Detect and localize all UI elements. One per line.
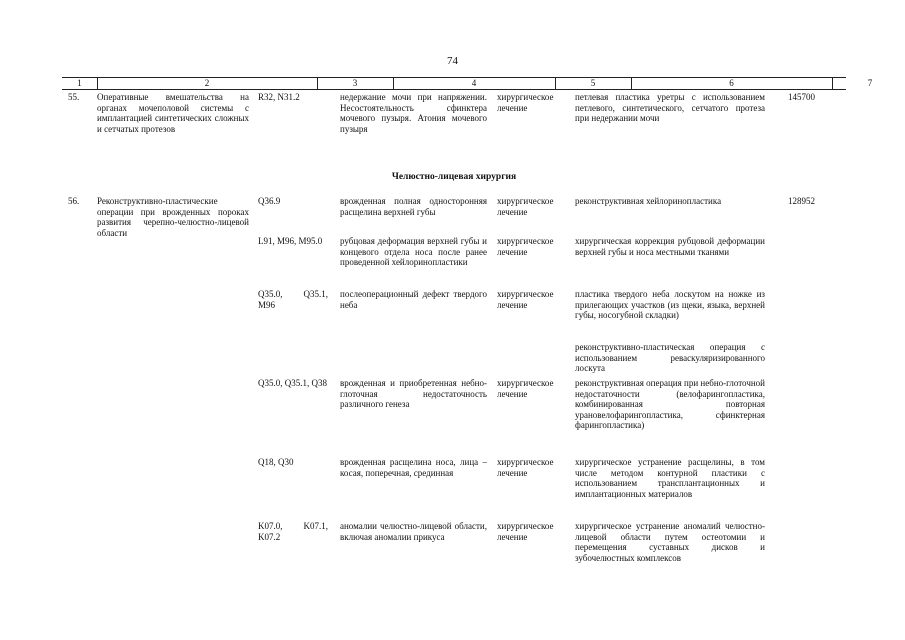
section-title: Челюстно-лицевая хирургия [391, 172, 517, 182]
page-number: 74 [447, 55, 458, 67]
row55-name: Оперативные вмешательства на органах мочеполовой системы с имплантацией синтетических сложных и сетчатых протезов [97, 92, 249, 134]
row56-s1-code: Q36.9 [258, 196, 281, 206]
row56-s6-method: хирургическое устранение аномалий челюстно-лицевой области путем остеотомии и перемещения суставных дисков и зубочелюстных комплексов [575, 521, 765, 563]
row56-s5-method: хирургическое устранение расщелины, в том числе методом контурной пластики с использованием трансплантационных и имплантационных материалов [575, 457, 765, 499]
col-header-4: 4 [471, 78, 477, 88]
row56-number: 56. [68, 196, 80, 206]
col-header-2: 2 [204, 78, 210, 88]
row56-s1-treatment: хирургическое лечение [497, 196, 554, 217]
col-header-5: 5 [590, 78, 596, 88]
row56-s4-method: реконструктивная операция при небно-глоточной недостаточности (велофарингопластика, комбинированная повторная урановелофарингопластика, сфинктерная фарингопластика) [575, 378, 765, 430]
column-header-row [62, 77, 873, 90]
row56-s2-treatment: хирургическое лечение [497, 236, 554, 257]
row56-s2-code: L91, M96, M95.0 [258, 236, 323, 246]
row56-s4-model: врожденная и приобретенная небно-глоточная недостаточность различного генеза [340, 378, 487, 409]
row55-number: 55. [68, 92, 80, 102]
row56-s3-method: пластика твердого неба лоскутом на ножке из прилегающих участков (из щеки, языка, верхней губы, носогубной складки) [575, 289, 765, 320]
row55-code: R32, N31.2 [258, 92, 300, 102]
row55-cost: 145700 [788, 92, 815, 102]
row56-s6-treatment: хирургическое лечение [497, 521, 554, 542]
row56-s5-model: врожденная расщелина носа, лица – косая, поперечная, срединная [340, 457, 487, 478]
row56-s4-code: Q35.0, Q35.1, Q38 [258, 378, 327, 388]
row56-cost: 128952 [788, 196, 815, 206]
row55-method: петлевая пластика уретры с использованием петлевого, синтетического, сетчатого протеза при недержании мочи [575, 92, 765, 123]
row56-name: Реконструктивно-пластические операции при врожденных пороках развития черепно-челюстно-лицевой области [97, 196, 249, 238]
row56-s3-method-2: реконструктивно-пластическая операция с использованием реваскуляризированного лоскута [575, 342, 765, 373]
row56-s6-code: K07.0, K07.1, K07.2 [258, 521, 328, 542]
row56-s5-treatment: хирургическое лечение [497, 457, 554, 478]
row56-s3-model: послеоперационный дефект твердого неба [340, 289, 487, 310]
col-header-6: 6 [729, 78, 734, 88]
row56-s2-method: хирургическая коррекция рубцовой деформации верхней губы и носа местными тканями [575, 236, 765, 257]
col-header-1: 1 [77, 78, 82, 88]
row56-s5-code: Q18, Q30 [258, 457, 294, 467]
col-header-7: 7 [867, 78, 873, 88]
row55-model: недержание мочи при напряжении. Несостоятельность сфинктера мочевого пузыря. Атония мочевого пузыря [340, 92, 487, 134]
row56-s1-method: реконструктивная хейлоринопластика [575, 196, 722, 206]
row55-treatment: хирургическое лечение [497, 92, 554, 113]
row56-s1-model: врожденная полная односторонняя расщелина верхней губы [340, 196, 487, 217]
col-header-3: 3 [352, 78, 358, 88]
row56-s3-code: Q35.0, Q35.1, M96 [258, 289, 328, 310]
row56-s6-model: аномалии челюстно-лицевой области, включая аномалии прикуса [340, 521, 487, 542]
row56-s4-treatment: хирургическое лечение [497, 378, 554, 399]
row56-s2-model: рубцовая деформация верхней губы и концевого отдела носа после ранее проведенной хейлоринопластики [340, 236, 487, 267]
row56-s3-treatment: хирургическое лечение [497, 289, 554, 310]
